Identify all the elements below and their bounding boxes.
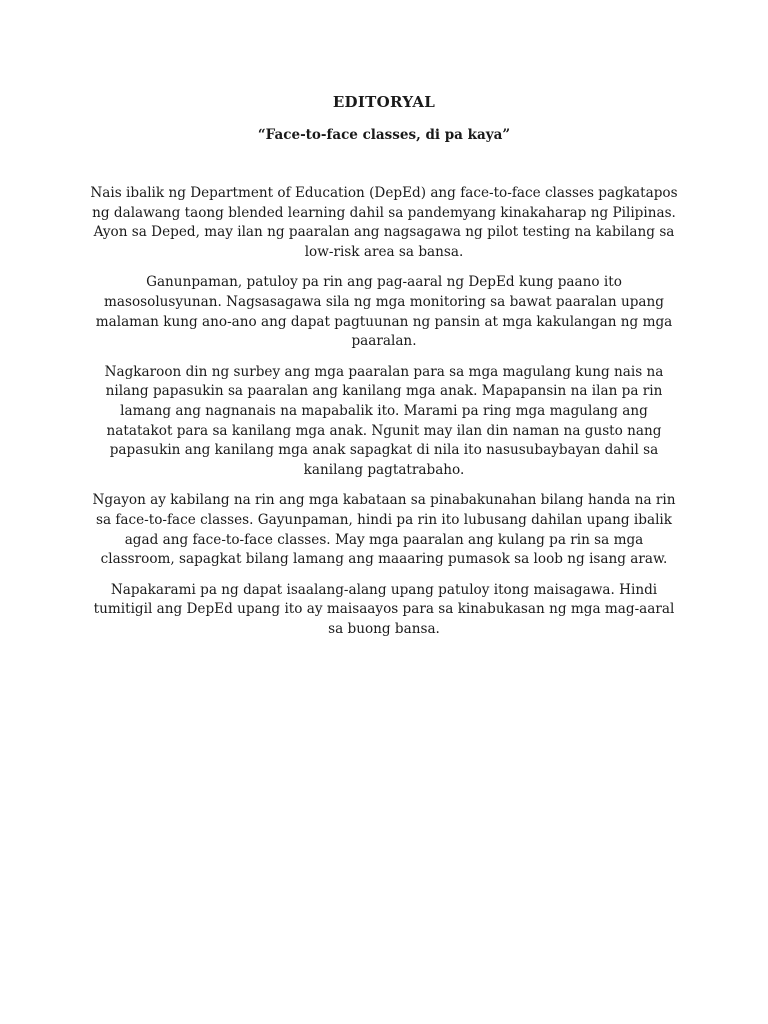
paragraph-3: Nagkaroon din ng surbey ang mga paaralan para sa mga magulang kung nais na nilang papasukin sa paaralan ang kanilang mga anak. Mapapansin na ilan pa rin lamang ang nagnanais na mapabalik ito. Marami pa ring mga magulang ang natatakot para sa kanilang mga anak. Ngunit may ilan din naman na gusto nang papasukin ang kanilang mga anak sapagkat di nila ito nasusubaybayan dahil sa kanilang pagtatrabaho. xyxy=(104,363,664,478)
document-heading: EDITORYAL xyxy=(332,93,436,111)
paragraph-1: Nais ibalik ng Department of Education (DepEd) ang face-to-face classes pagkatapos ng dalawang taong blended learning dahil sa pandemyang kinakaharap ng Pilipinas. Ayon sa Deped, may ilan ng paaralan ang nagsagawa ng pilot testing na kabilang sa low-risk area sa bansa. xyxy=(90,185,678,260)
paragraph-4: Ngayon ay kabilang na rin ang mga kabataan sa pinabakunahan bilang handa na rin sa face-to-face classes. Gayunpaman, hindi pa rin ito lubusang dahilan upang ibalik agad ang face-to-face classes. May mga paaralan ang kulang pa rin sa mga classroom, sapagkat bilang lamang ang maaaring pumasok sa loob ng isang araw. xyxy=(92,492,676,568)
editorial-body xyxy=(86,184,682,650)
editorial-title: “Face-to-face classes, di pa kaya” xyxy=(257,127,511,143)
paragraph-5: Napakarami pa ng dapat isaalang-alang upang patuloy itong maisagawa. Hindi tumitigil ang DepEd upang ito ay maisaayos para sa kinabukasan ng mga mag-aaral sa buong bansa. xyxy=(93,581,675,637)
paragraph-2: Ganunpaman, patuloy pa rin ang pag-aaral ng DepEd kung paano ito masosolusyunan. Nagsasagawa sila ng mga monitoring sa bawat paaralan upang malaman kung ano-ano ang dapat pagtuunan ng pansin at mga kakulangan ng mga paaralan. xyxy=(95,274,673,350)
